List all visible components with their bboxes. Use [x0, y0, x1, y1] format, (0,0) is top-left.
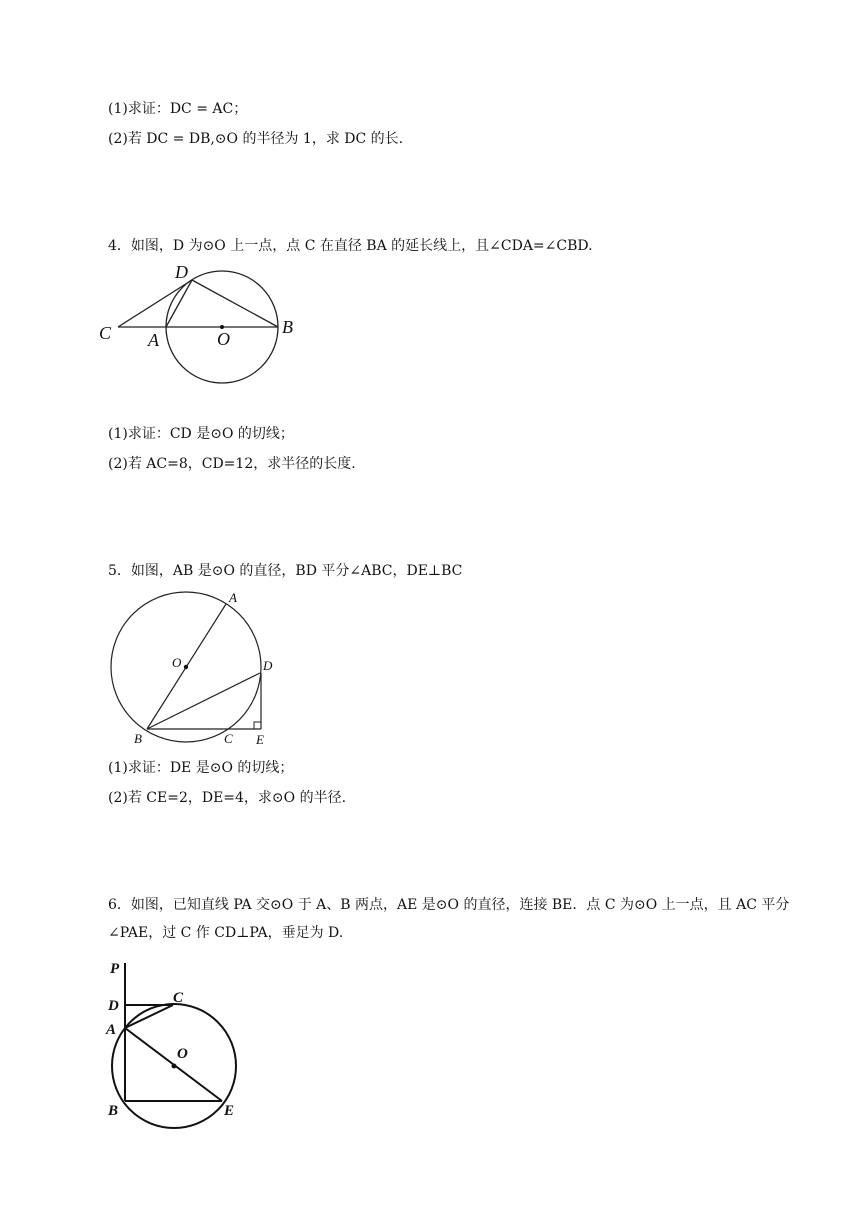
- q5-line-bd: [147, 673, 260, 729]
- q4-line-db: [192, 280, 278, 327]
- q6-label-b: B: [108, 1103, 119, 1119]
- q5-label-a: A: [229, 590, 237, 605]
- q5-figure: [100, 585, 290, 750]
- q4-stem: 4．如图，D 为⊙O 上一点，点 C 在直径 BA 的延长线上，且∠CDA=∠CBD.: [108, 238, 593, 254]
- q4-line-da: [166, 280, 192, 327]
- q5-label-c: C: [224, 731, 233, 746]
- q4-label-b: B: [282, 317, 293, 337]
- q4-label-o: O: [217, 329, 230, 349]
- q3-part2: (2)若 DC = DB,⊙O 的半径为 1，求 DC 的长.: [108, 131, 404, 147]
- q4-label-c: C: [99, 323, 112, 343]
- q5-right-angle-mark: [254, 722, 261, 729]
- q6-label-a: A: [106, 1022, 117, 1038]
- q6-stem-line1: 6．如图，已知直线 PA 交⊙O 于 A、B 两点，AE 是⊙O 的直径，连接 BE．点 C 为⊙O 上一点，且 AC 平分: [108, 897, 790, 913]
- q6-label-c: C: [173, 990, 184, 1006]
- q5-stem: 5．如图，AB 是⊙O 的直径，BD 平分∠ABC，DE⊥BC: [108, 563, 463, 579]
- q6-label-e: E: [224, 1103, 235, 1119]
- q4-label-a: A: [148, 330, 159, 350]
- q5-label-b: B: [134, 731, 142, 746]
- q6-stem-line2: ∠PAE，过 C 作 CD⊥PA，垂足为 D.: [108, 925, 344, 941]
- q5-center-dot: [184, 665, 188, 669]
- q6-label-d: D: [108, 998, 119, 1014]
- q5-label-o: O: [172, 655, 182, 670]
- q4-figure: [90, 255, 320, 390]
- q6-center-dot: [172, 1064, 177, 1069]
- q4-part2: (2)若 AC=8，CD=12，求半径的长度.: [108, 456, 356, 472]
- q6-label-o: O: [177, 1046, 188, 1062]
- q4-line-cd: [118, 280, 192, 327]
- q4-part1: (1)求证：CD 是⊙O 的切线；: [108, 426, 294, 442]
- q6-figure: [100, 955, 250, 1125]
- q4-label-d: D: [175, 262, 188, 282]
- q5-label-d: D: [263, 658, 273, 673]
- q6-label-p: P: [110, 961, 120, 977]
- q3-part1: (1)求证：DC = AC；: [108, 101, 248, 117]
- q5-part2: (2)若 CE=2，DE=4，求⊙O 的半径.: [108, 790, 347, 806]
- q5-label-e: E: [256, 732, 264, 747]
- q5-part1: (1)求证：DE 是⊙O 的切线；: [108, 760, 294, 776]
